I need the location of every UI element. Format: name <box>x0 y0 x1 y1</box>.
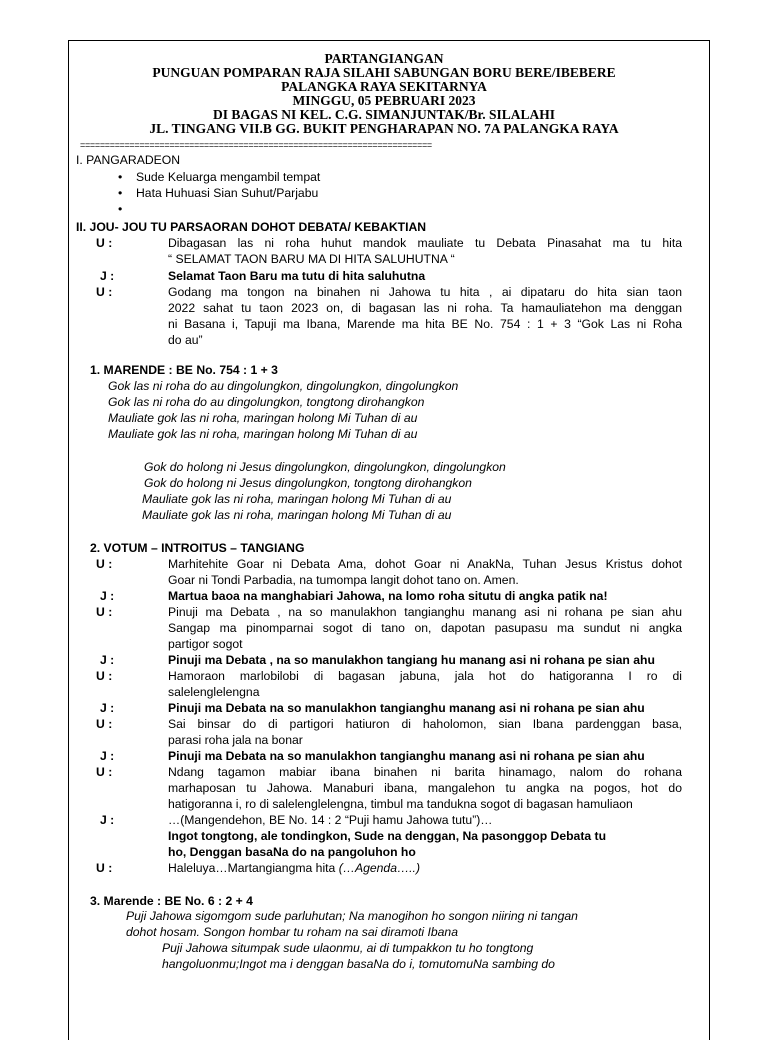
liturgy-line: …(Mangendehon, BE No. 14 : 2 “Puji hamu Jahowa tutu”)… <box>168 813 493 827</box>
votum-title: 2. VOTUM – INTROITUS – TANGIANG <box>90 541 305 555</box>
liturgy-line: Hamoraon marlobilobi di bagasan jabuna, jala hot do hatigoranna I ro di <box>168 669 682 683</box>
section-2-title: II. JOU- JOU TU PARSAORAN DOHOT DEBATA/ KEBAKTIAN <box>76 220 427 234</box>
hymn-line: Mauliate gok las ni roha, maringan holong Mi Tuhan di au <box>142 492 452 506</box>
liturgy-line: Ingot tongtong, ale tondingkon, Sude na denggan, Na pasonggop Debata tu <box>168 829 607 843</box>
liturgy-line: partigor sogot <box>168 637 243 651</box>
role-label: J : <box>100 589 115 603</box>
liturgy-line: Ndang tagamon mabiar ibana binahen ni barita hinamago, nalom do rohana <box>168 765 682 779</box>
role-label: U : <box>96 669 113 683</box>
liturgy-line: Marhitehite Goar ni Debata Ama, dohot Goar ni AnakNa, Tuhan Jesus Kristus dohot <box>168 557 682 571</box>
liturgy-line: Sai binsar do di partigori hatiuron di haholomon, sian Ibana pardenggan basa, <box>168 717 682 731</box>
liturgy-line: ni Basana i, Tapuji ma Ibana, Marende ma hita BE No. 754 : 1 + 3 “Gok Las ni Roha <box>168 317 682 331</box>
liturgy-line: 2022 sahat tu taon 2023 on, di bagasan las ni roha. Ta hamauliatehon ma denggan <box>168 301 682 315</box>
liturgy-line: Pinuji ma Debata na so manulakhon tangianghu manang asi ni rohana pe sian ahu <box>168 701 645 715</box>
liturgy-line <box>168 860 420 876</box>
bullet-item: • Sude Keluarga mengambil tempat <box>136 169 320 185</box>
role-label: U : <box>96 285 113 299</box>
hymn-line: Gok las ni roha do au dingolungkon, dingolungkon, dingolungkon <box>108 379 459 393</box>
role-label: U : <box>96 717 113 731</box>
role-label: J : <box>100 269 115 283</box>
header-location: DI BAGAS NI KEL. C.G. SIMANJUNTAK/Br. SILALAHI <box>212 107 556 122</box>
header-address: JL. TINGANG VII.B GG. BUKIT PENGHARAPAN NO. 7A PALANGKA RAYA <box>149 121 619 136</box>
liturgy-line: salelenglelengna <box>168 685 260 699</box>
liturgy-line: Pinuji ma Debata , na so manulakhon tangianghu manang asi ni rohana pe sian ahu <box>168 605 682 619</box>
hymn-line: Puji Jahowa sigomgom sude parluhutan; Na manogihon ho songon niiring ni tangan <box>126 909 578 923</box>
liturgy-line: Pinuji ma Debata , na so manulakhon tangiang hu manang asi ni rohana pe sian ahu <box>168 653 655 667</box>
liturgy-line: Pinuji ma Debata na so manulakhon tangianghu manang asi ni rohana pe sian ahu <box>168 749 645 763</box>
liturgy-line: Martua baoa na manghabiari Jahowa, na lomo roha situtu di angka patik na! <box>168 589 608 603</box>
doc-title: PARTANGIANGAN <box>324 51 444 66</box>
role-label: U : <box>96 236 113 250</box>
header-date: MINGGU, 05 PEBRUARI 2023 <box>292 93 476 108</box>
liturgy-line: Dibagasan las ni roha huhut mandok mauliate tu Debata Pinasahat ma tu hita <box>168 236 682 250</box>
hymn-line: Mauliate gok las ni roha, maringan holong Mi Tuhan di au <box>142 508 452 522</box>
role-label: J : <box>100 813 115 827</box>
hymn-line: Gok las ni roha do au dingolungkon, tongtong dirohangkon <box>108 395 425 409</box>
liturgy-line: ho, Denggan basaNa do na pangoluhon ho <box>168 845 416 859</box>
liturgy-line: marhaposan tu Jahowa. Manaburi ibana, mangalehon tu angka na pogos, hot do <box>168 781 682 795</box>
liturgy-line: parasi roha jala na bonar <box>168 733 303 747</box>
role-label: J : <box>100 749 115 763</box>
role-label: U : <box>96 605 113 619</box>
hymn-line: hangoluonmu;Ingot ma i denggan basaNa do i, tomutomuNa sambing do <box>162 957 555 971</box>
liturgy-line: hatigoranna i, ro di salelenglelengna, timbul ma tandukna sogot di bagasan hamuliaon <box>168 797 633 811</box>
liturgy-text: Haleluya…Martangiangma hita <box>168 861 339 875</box>
header-line-3: PALANGKA RAYA SEKITARNYA <box>281 79 487 94</box>
role-label: J : <box>100 653 115 667</box>
role-label: U : <box>96 861 113 875</box>
hymn-line: Mauliate gok las ni roha, maringan holong Mi Tuhan di au <box>108 427 418 441</box>
liturgy-line: Selamat Taon Baru ma tutu di hita saluhutna <box>168 269 426 283</box>
hymn-line: Gok do holong ni Jesus dingolungkon, tongtong dirohangkon <box>144 476 472 490</box>
separator-line: ======================================================================= <box>80 140 432 150</box>
agenda-note: (…Agenda…..) <box>338 861 421 875</box>
section-1-title: I. PANGARADEON <box>76 153 181 167</box>
bullet-item: • Hata Huhuasi Sian Suhut/Parjabu <box>136 185 318 201</box>
hymn-line: Mauliate gok las ni roha, maringan holong Mi Tuhan di au <box>108 411 418 425</box>
hymn-1-title: 1. MARENDE : BE No. 754 : 1 + 3 <box>90 363 278 377</box>
role-label: U : <box>96 765 113 779</box>
header-line-2: PUNGUAN POMPARAN RAJA SILAHI SABUNGAN BORU BERE/IBEBERE <box>152 65 616 80</box>
hymn-line: dohot hosam. Songon hombar tu roham na sai diramoti Ibana <box>126 925 458 939</box>
hymn-line: Puji Jahowa situmpak sude ulaonmu, ai di tumpakkon tu ho tongtong <box>162 941 534 955</box>
liturgy-line: “ SELAMAT TAON BARU MA DI HITA SALUHUTNA “ <box>168 252 455 266</box>
hymn-line: Gok do holong ni Jesus dingolungkon, dingolungkon, dingolungkon <box>144 460 506 474</box>
hymn-3-title: 3. Marende : BE No. 6 : 2 + 4 <box>90 894 253 908</box>
liturgy-line: Godang ma tongon na binahen ni Jahowa tu hita , ai dipataru do hita sian taon <box>168 285 682 299</box>
role-label: J : <box>100 701 115 715</box>
liturgy-line: Goar ni Tondi Parbadia, na tumompa langit dohot tano on. Amen. <box>168 573 519 587</box>
liturgy-line: Sangap ma pinomparnai sogot di tano on, dapotan pasupasu ma sundut ni angka <box>168 621 682 635</box>
role-label: U : <box>96 557 113 571</box>
liturgy-line: do au” <box>168 333 203 347</box>
